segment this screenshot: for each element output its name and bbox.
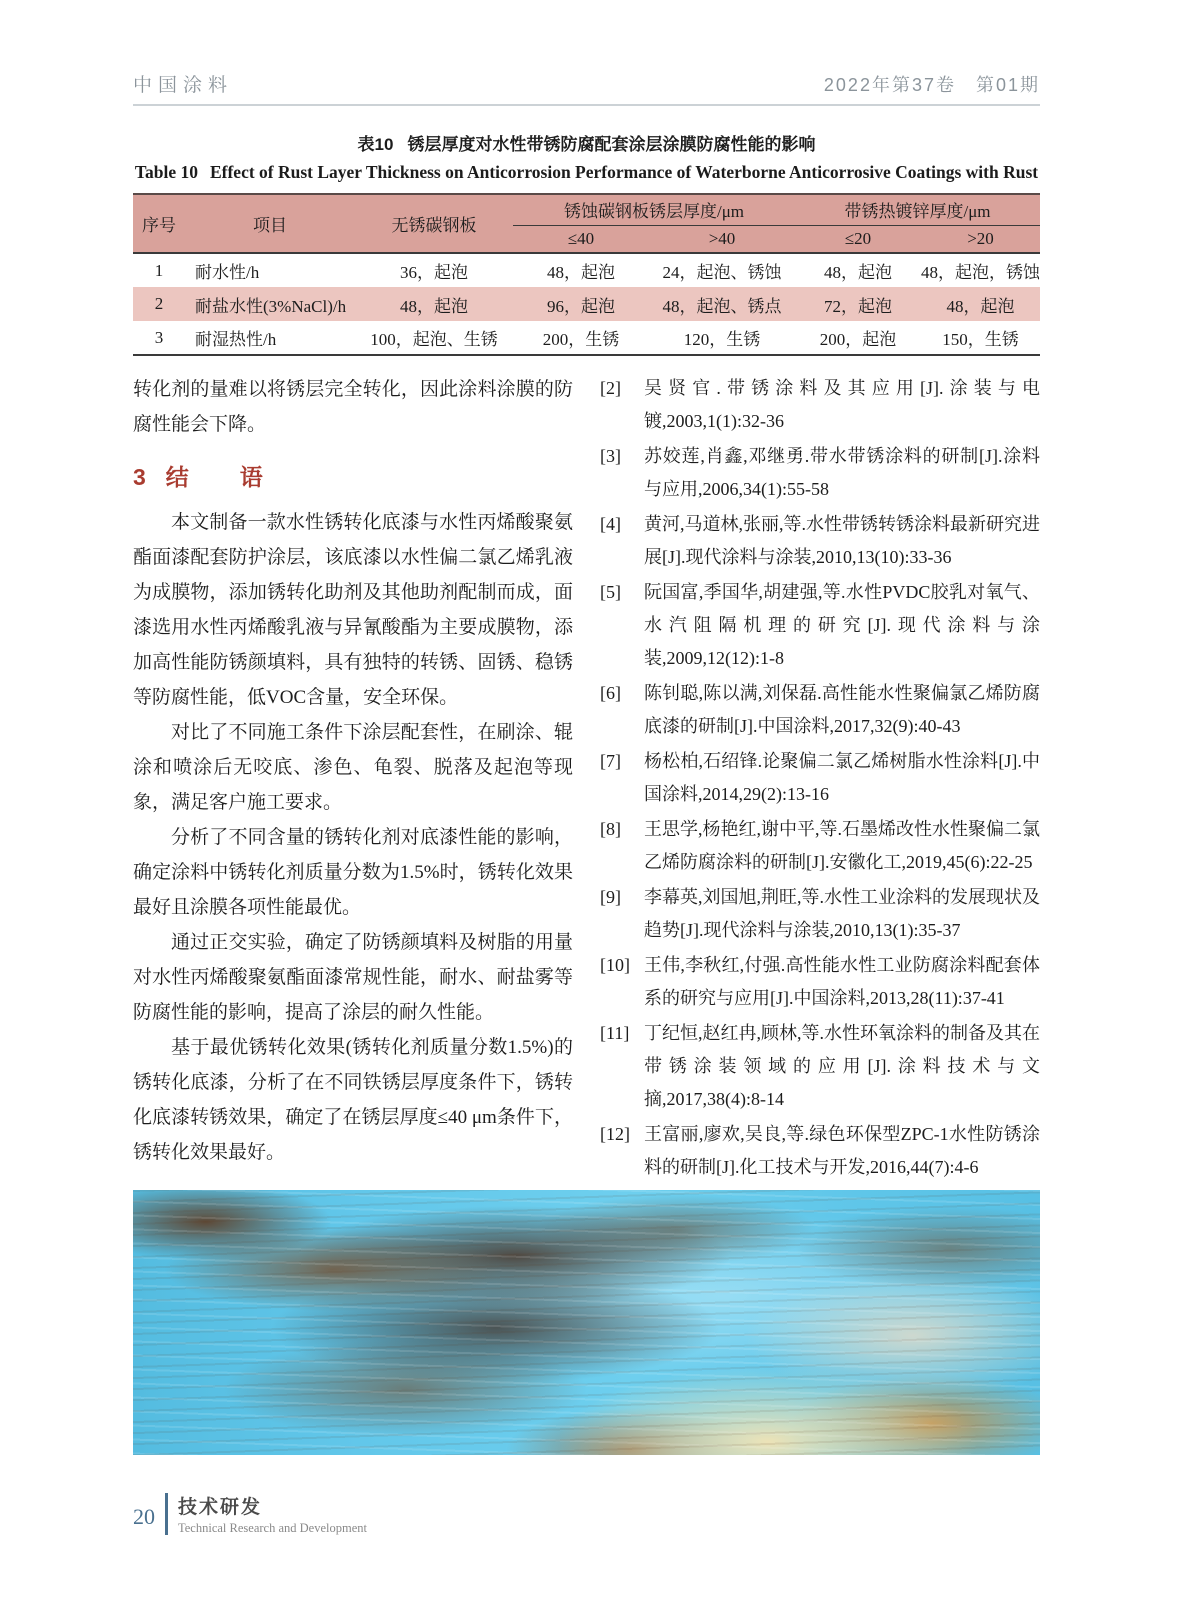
reference-text: 阮国富,季国华,胡建强,等.水性PVDC胶乳对氧气、水汽阻隔机理的研究[J].现代涂料与涂装,2009,12(12):1-8: [644, 582, 1040, 668]
reference-number: [4]: [600, 514, 621, 534]
reference-text: 陈钊聪,陈以满,刘保磊.高性能水性聚偏氯乙烯防腐底漆的研制[J].中国涂料,2017,32(9):40-43: [644, 683, 1040, 736]
left-column: [133, 372, 573, 1305]
cell: 耐湿热性/h: [195, 330, 277, 349]
sub-header-le20: ≤20: [795, 225, 921, 253]
section-number: 3: [133, 464, 146, 490]
sub-header-le40: ≤40: [513, 225, 649, 253]
footer-section: [178, 1492, 367, 1536]
issue-info: 2022年第37卷 第01期: [823, 75, 1040, 95]
cell: 1: [154, 260, 164, 280]
reference-item: [600, 949, 1040, 1015]
cell: 48，起泡，锈蚀: [921, 263, 1040, 282]
reference-text: 王富丽,廖欢,吴良,等.绿色环保型ZPC-1水性防锈涂料的研制[J].化工技术与开发,2016,44(7):4-6: [644, 1124, 1040, 1177]
reference-text: 王思学,杨艳红,谢中平,等.石墨烯改性水性聚偏二氯乙烯防腐涂料的研制[J].安徽化工,2019,45(6):22-25: [644, 819, 1040, 872]
reference-number: [7]: [600, 751, 621, 771]
reference-text: 杨松柏,石绍锋.论聚偏二氯乙烯树脂水性涂料[J].中国涂料,2014,29(2):13-16: [644, 751, 1040, 804]
table-title-en: [133, 162, 1040, 183]
paragraph: 本文制备一款水性锈转化底漆与水性丙烯酸聚氨酯面漆配套防护涂层，该底漆以水性偏二氯乙烯乳液为成膜物，添加锈转化助剂及其他助剂配制而成，面漆选用水性丙烯酸乳液与异氰酸酯为主要成膜物，添加高性能防锈颜填料，具有独特的转锈、固锈、稳锈等防腐性能，低VOC含量，安全环保。: [133, 512, 573, 708]
cell: 24，起泡、锈蚀: [662, 263, 782, 282]
reference-number: [12]: [600, 1124, 630, 1144]
reference-number: [6]: [600, 683, 621, 703]
paragraph: 转化剂的量难以将锈层完全转化，因此涂料涂膜的防腐性能会下降。: [133, 379, 573, 435]
col-header-no: 序号: [133, 194, 185, 253]
cell: 48，起泡: [547, 263, 615, 282]
sub-header-gt20: >20: [921, 225, 1040, 253]
cell: 3: [154, 327, 164, 347]
results-table: [133, 193, 1040, 356]
col-header-plain-steel: 无锈碳钢板: [355, 194, 513, 253]
reference-item: [600, 372, 1040, 438]
cell: 48，起泡: [946, 296, 1015, 316]
reference-item: [600, 745, 1040, 811]
reference-item: [600, 576, 1040, 675]
paragraph: 基于最优锈转化效果(锈转化剂质量分数1.5%)的锈转化底漆，分析了在不同铁锈层厚度条件下，锈转化底漆转锈效果，确定了在锈层厚度≤40 μm条件下，锈转化效果最好。: [133, 1037, 573, 1163]
reference-number: [9]: [600, 887, 621, 907]
cell: 耐水性/h: [195, 263, 260, 282]
cell: 耐盐水性(3%NaCl)/h: [195, 296, 347, 316]
reference-item: [600, 813, 1040, 879]
table-head: [133, 194, 1040, 253]
cell: 96，起泡: [547, 296, 615, 316]
footer-section-zh: 技术研发: [178, 1497, 263, 1518]
table-row: [133, 321, 1040, 355]
table-title-zh: [133, 130, 1040, 155]
reference-text: 李幕英,刘国旭,荆旺,等.水性工业涂料的发展现状及趋势[J].现代涂料与涂装,2010,13(1):35-37: [644, 887, 1040, 940]
sub-header-gt40: >40: [649, 225, 795, 253]
article-body: [133, 372, 1040, 1305]
reference-number: [10]: [600, 955, 630, 975]
right-column: [600, 372, 1040, 1305]
cell: 72，起泡: [824, 296, 892, 316]
footer-section-en: Technical Research and Development: [178, 1521, 367, 1535]
paragraph: 对比了不同施工条件下涂层配套性，在刷涂、辊涂和喷涂后无咬底、渗色、龟裂、脱落及起泡等现象，满足客户施工要求。: [133, 722, 573, 813]
col-header-item: 项目: [185, 194, 355, 253]
page-number: 20: [133, 1504, 155, 1529]
reference-item: [600, 1118, 1040, 1184]
reference-text: 王伟,李秋红,付强.高性能水性工业防腐涂料配套体系的研究与应用[J].中国涂料,2013,28(11):37-41: [644, 955, 1040, 1008]
cell: 36，起泡: [400, 263, 468, 282]
paragraph: 分析了不同含量的锈转化剂对底漆性能的影响，确定涂料中锈转化剂质量分数为1.5%时，锈转化效果最好且涂膜各项性能最优。: [133, 827, 573, 918]
cell: 2: [154, 294, 164, 313]
reference-item: [600, 881, 1040, 947]
cell: 200，起泡: [819, 330, 897, 349]
table-number-en: Table 10: [134, 162, 198, 182]
cell: 48，起泡、锈点: [662, 296, 782, 316]
table-number-zh: 表10: [357, 135, 394, 154]
journal-name: 中国涂料: [133, 75, 234, 96]
col-group-rust-steel: 锈蚀碳钢板锈层厚度/μm: [513, 194, 795, 225]
table-row: [133, 253, 1040, 287]
section-heading-conclusion: [133, 459, 573, 492]
reference-number: [11]: [600, 1023, 630, 1043]
cell: 100，起泡、生锈: [370, 330, 498, 349]
cell: 48，起泡: [824, 263, 892, 282]
table-caption-zh: 锈层厚度对水性带锈防腐配套涂层涂膜防腐性能的影响: [407, 135, 816, 154]
reference-item: [600, 1017, 1040, 1116]
reference-item: [600, 677, 1040, 743]
reference-text: 苏姣莲,肖鑫,邓继勇.带水带锈涂料的研制[J].涂料与应用,2006,34(1):55-58: [644, 446, 1040, 499]
page-footer: [133, 1492, 367, 1536]
rust-texture-photo: [133, 1190, 1040, 1455]
table-section: [133, 130, 1040, 356]
footer-divider: [165, 1493, 168, 1535]
section-title: 结 语: [165, 464, 277, 490]
running-head: [133, 70, 1040, 106]
cell: 120，生锈: [683, 330, 761, 349]
reference-text: 吴贤官.带锈涂料及其应用[J].涂装与电镀,2003,1(1):32-36: [644, 378, 1040, 431]
reference-number: [8]: [600, 819, 621, 839]
table-row: [133, 287, 1040, 321]
cell: 48，起泡: [400, 296, 468, 316]
reference-number: [5]: [600, 582, 621, 602]
reference-text: 黄河,马道林,张丽,等.水性带锈转锈涂料最新研究进展[J].现代涂料与涂装,2010,13(10):33-36: [644, 514, 1040, 567]
reference-text: 丁纪恒,赵红冉,顾林,等.水性环氧涂料的制备及其在带锈涂装领域的应用[J].涂料技术与文摘,2017,38(4):8-14: [644, 1023, 1040, 1109]
reference-number: [2]: [600, 378, 621, 398]
table-caption-en: Effect of Rust Layer Thickness on Anticorrosion Performance of Waterborne Anticorrosive Coatings with Rust: [209, 162, 1039, 182]
paragraph: 通过正交实验，确定了防锈颜填料及树脂的用量对水性丙烯酸聚氨酯面漆常规性能，耐水、耐盐雾等防腐性能的影响，提高了涂层的耐久性能。: [133, 932, 573, 1023]
cell: 150，生锈: [942, 330, 1019, 349]
reference-item: [600, 440, 1040, 506]
col-group-galvanized: 带锈热镀锌厚度/μm: [795, 194, 1040, 225]
reference-number: [3]: [600, 446, 621, 466]
cell: 200，生锈: [542, 330, 620, 349]
reference-item: [600, 508, 1040, 574]
